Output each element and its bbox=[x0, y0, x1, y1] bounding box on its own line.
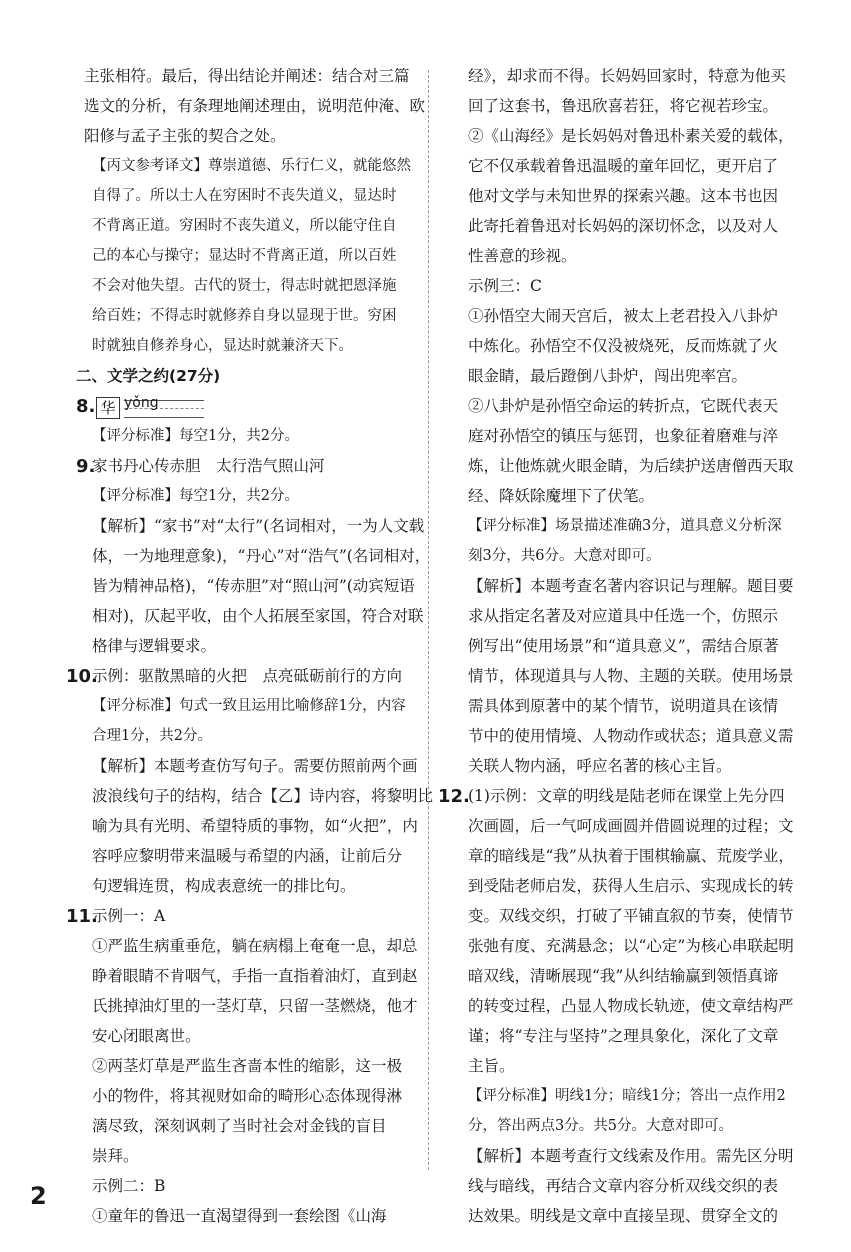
text-line: 他对文学与未知世界的探索兴趣。这本书也因 bbox=[468, 187, 779, 205]
text-line: 例写出“使用场景”和“道具意义”，需结合原著 bbox=[468, 637, 779, 655]
text-line: 给百姓；不得志时就修养自身以显现于世。穷困 bbox=[92, 308, 397, 324]
text-line: 自得了。所以士人在穷困时不丧失道义，显达时 bbox=[92, 188, 397, 204]
text-line: 崇拜。 bbox=[92, 1147, 139, 1165]
column-divider bbox=[428, 70, 429, 1170]
text-line: 喻为具有光明、希望特质的事物，如“火把”，内 bbox=[92, 817, 418, 835]
text-line: 中炼化。孙悟空不仅没被烧死，反而炼就了火 bbox=[468, 337, 779, 355]
text-line: ②两茎灯草是严监生吝啬本性的缩影，这一极 bbox=[92, 1057, 403, 1075]
text-line: 波浪线句子的结构，结合【乙】诗内容，将黎明比 bbox=[92, 787, 434, 805]
text-line: 家书丹心传赤胆 太行浩气照山河 bbox=[92, 457, 325, 475]
text-line: 小的物件，将其视财如命的畸形心态体现得淋 bbox=[92, 1087, 403, 1105]
text-line: 【解析】本题考查行文线索及作用。需先区分明 bbox=[468, 1147, 794, 1165]
text-line: 的转变过程，凸显人物成长轨迹，使文章结构严 bbox=[468, 997, 794, 1015]
text-line: 句逻辑连贯，构成表意统一的排比句。 bbox=[92, 877, 356, 895]
answer-box: 华 bbox=[96, 397, 120, 419]
text-line: 主张相符。最后，得出结论并阐述：结合对三篇 bbox=[84, 67, 410, 85]
text-line: 容呼应黎明带来温暖与希望的内涵，让前后分 bbox=[92, 847, 403, 865]
text-line: 章的暗线是“我”从执着于围棋输赢、荒废学业， bbox=[468, 847, 794, 865]
text-line: 求从指定名著及对应道具中任选一个，仿照示 bbox=[468, 607, 779, 625]
text-line: 炼，让他炼就火眼金睛，为后续护送唐僧西天取 bbox=[468, 457, 794, 475]
text-line: 经》，却求而不得。长妈妈回家时，特意为他买 bbox=[468, 67, 786, 85]
text-line: 睁着眼睛不肯咽气，手指一直指着油灯，直到赵 bbox=[92, 967, 418, 985]
text-line: 回了这套书，鲁迅欣喜若狂，将它视若珍宝。 bbox=[468, 97, 779, 115]
text-line: 漓尽致，深刻讽刺了当时社会对金钱的盲目 bbox=[92, 1117, 387, 1135]
text-line: 到受陆老师启发，获得人生启示、实现成长的转 bbox=[468, 877, 794, 895]
pinyin: yǒng bbox=[124, 395, 159, 411]
text-line: 达效果。明线是文章中直接呈现、贯穿全文的 bbox=[468, 1207, 779, 1225]
text-line: ②八卦炉是孙悟空命运的转折点，它既代表天 bbox=[468, 397, 779, 415]
text-line: 【评分标准】明线1分；暗线1分；答出一点作用2 bbox=[468, 1088, 786, 1104]
text-line: 格律与逻辑要求。 bbox=[92, 637, 217, 655]
text-line: 阳修与孟子主张的契合之处。 bbox=[84, 127, 286, 145]
text-line: 示例：驱散黑暗的火把 点亮砥砺前行的方向 bbox=[92, 667, 403, 685]
text-line: 不会对他失望。古代的贤士，得志时就把恩泽施 bbox=[92, 278, 397, 294]
text-line: 己的本心与操守；显达时不背离正道，所以百姓 bbox=[92, 248, 397, 264]
text-line: 次画圆，后一气呵成画圆并借圆说理的过程；文 bbox=[468, 817, 794, 835]
text-line: ①童年的鲁迅一直渴望得到一套绘图《山海 bbox=[92, 1207, 387, 1225]
text-line: (1)示例：文章的明线是陆老师在课堂上先分四 bbox=[468, 787, 785, 805]
text-line: 选文的分析，有条理地阐述理由，说明范仲淹、欧 bbox=[84, 97, 426, 115]
text-line: 暗双线，清晰展现“我”从纠结输赢到领悟真谛 bbox=[468, 967, 779, 985]
text-line: 【评分标准】每空1分，共2分。 bbox=[92, 428, 299, 444]
text-line: 相对)，仄起平收，由个人拓展至家国，符合对联 bbox=[92, 607, 424, 625]
text-line: 张弛有度、充满悬念；以“心定”为核心串联起明 bbox=[468, 937, 794, 955]
text-line: 它不仅承载着鲁迅温暖的童年回忆，更开启了 bbox=[468, 157, 779, 175]
text-line: 氏挑掉油灯里的一茎灯草，只留一茎燃烧，他才 bbox=[92, 997, 418, 1015]
text-line: 庭对孙悟空的镇压与惩罚，也象征着磨难与淬 bbox=[468, 427, 779, 445]
text-line: 示例二：B bbox=[92, 1177, 166, 1195]
text-line: 示例一：A bbox=[92, 907, 166, 925]
text-line: 节中的使用情境、人物动作或状态；道具意义需 bbox=[468, 727, 794, 745]
text-line: 皆为精神品格)，“传赤胆”对“照山河”(动宾短语 bbox=[92, 577, 415, 595]
text-line: 【解析】本题考查仿写句子。需要仿照前两个画 bbox=[92, 757, 418, 775]
text-line: 关联人物内涵，呼应名著的核心主旨。 bbox=[468, 757, 732, 775]
text-line: 合理1分，共2分。 bbox=[92, 728, 212, 744]
question-number: 12. bbox=[438, 786, 470, 807]
text-line: ①孙悟空大闹天宫后，被太上老君投入八卦炉 bbox=[468, 307, 779, 325]
text-line: 示例三：C bbox=[468, 277, 542, 295]
question-number: 8. bbox=[76, 396, 96, 417]
text-line: 【评分标准】句式一致且运用比喻修辞1分，内容 bbox=[92, 698, 406, 714]
text-line: 性善意的珍视。 bbox=[468, 247, 577, 265]
text-line: 不背离正道。穷困时不丧失道义，所以能守住自 bbox=[92, 218, 397, 234]
text-line: 分，答出两点3分。共5分。大意对即可。 bbox=[468, 1118, 733, 1134]
text-line: 【解析】“家书”对“太行”(名词相对，一为人文载 bbox=[92, 517, 425, 535]
text-line: 【解析】本题考查名著内容识记与理解。题目要 bbox=[468, 577, 794, 595]
text-line: 此寄托着鲁迅对长妈妈的深切怀念，以及对人 bbox=[468, 217, 779, 235]
text-line: 【评分标准】场景描述准确3分，道具意义分析深 bbox=[468, 518, 782, 534]
text-line: 变。双线交织，打破了平铺直叙的节奏，使情节 bbox=[468, 907, 794, 925]
page-number: 2 bbox=[30, 1182, 47, 1210]
question-number: 9. bbox=[76, 456, 96, 477]
text-line: 线与暗线，再结合文章内容分析双线交织的表 bbox=[468, 1177, 779, 1195]
text-line: 谨；将“专注与坚持”之理具象化，深化了文章 bbox=[468, 1027, 779, 1045]
section-heading: 二、文学之约(27分) bbox=[76, 367, 221, 385]
text-line: ②《山海经》是长妈妈对鲁迅朴素关爱的载体， bbox=[468, 127, 794, 145]
question-number: 11. bbox=[66, 906, 98, 927]
text-line: 眼金睛，最后蹬倒八卦炉，闯出兜率宫。 bbox=[468, 367, 748, 385]
question-number: 10. bbox=[66, 666, 98, 687]
text-line: 体，一为地理意象)，“丹心”对“浩气”(名词相对， bbox=[92, 547, 431, 565]
text-line: 安心闭眼离世。 bbox=[92, 1027, 201, 1045]
text-line: 【评分标准】每空1分，共2分。 bbox=[92, 488, 299, 504]
text-line: 时就独自修养身心，显达时就兼济天下。 bbox=[92, 338, 353, 354]
text-line: 情节，体现道具与人物、主题的关联。使用场景 bbox=[468, 667, 794, 685]
q8-answer bbox=[84, 397, 284, 421]
text-line: 【丙文参考译文】尊崇道德、乐行仁义，就能悠然 bbox=[92, 158, 411, 174]
text-line: 需具体到原著中的某个情节，说明道具在该情 bbox=[468, 697, 779, 715]
text-line: 刻3分，共6分。大意对即可。 bbox=[468, 548, 661, 564]
text-line: 主旨。 bbox=[468, 1057, 515, 1075]
text-line: 经、降妖除魔埋下了伏笔。 bbox=[468, 487, 655, 505]
text-line: ①严监生病重垂危，躺在病榻上奄奄一息，却总 bbox=[92, 937, 418, 955]
